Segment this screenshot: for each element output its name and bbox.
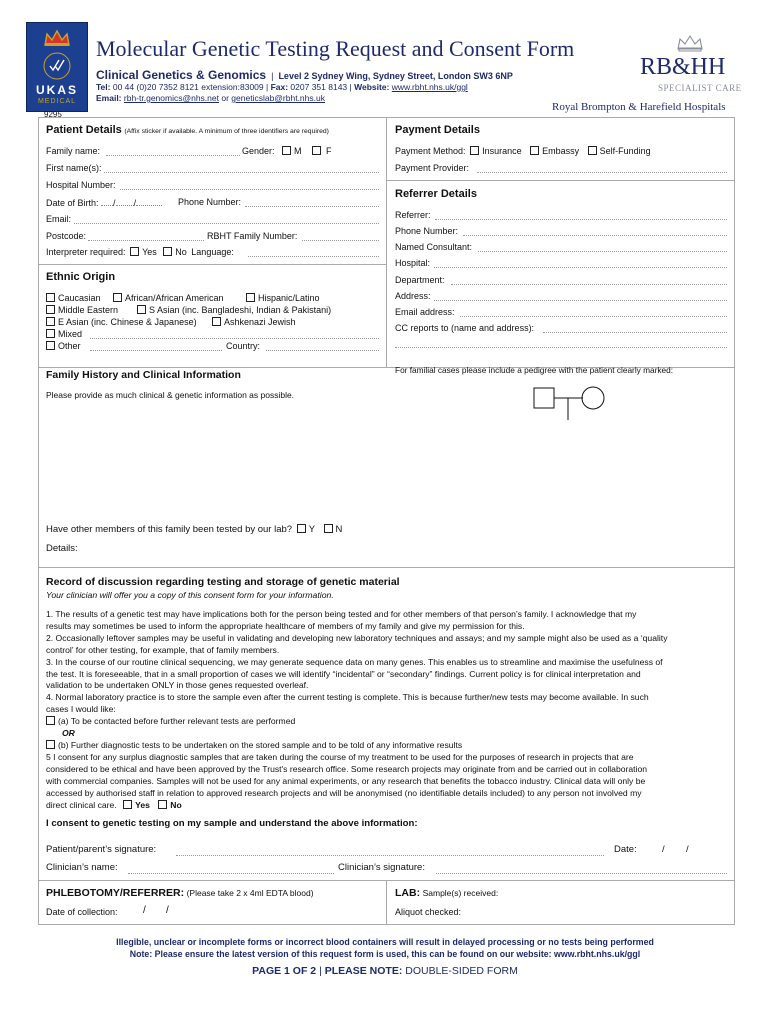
- details-label: Details:: [46, 543, 78, 554]
- language-field[interactable]: [248, 256, 379, 257]
- lab-title: LAB:: [395, 887, 421, 899]
- ethnic-mixed[interactable]: Mixed: [46, 329, 82, 339]
- ethnic-middle-eastern[interactable]: Middle Eastern: [46, 305, 118, 315]
- para-2a: 2. Occasionally leftover samples may be useful in validating and developing new laboratory techniques and assays; and my sample might also be used as a ‘quality: [46, 632, 668, 643]
- interpreter-yes-checkbox[interactable]: [130, 247, 139, 256]
- cc-reports-label: CC reports to (name and address):: [395, 323, 535, 333]
- mixed-field[interactable]: [90, 338, 379, 339]
- para-5e-row: direct clinical care. Yes No: [46, 799, 182, 810]
- patient-email-field[interactable]: [74, 223, 379, 224]
- ethnic-other[interactable]: Other: [46, 341, 81, 351]
- country-label: Country:: [226, 341, 261, 351]
- para-3b: the test. It is foreseeable, that in a small proportion of cases we will identify “incidental” or “secondary” findings. Current policy is for clinical interpretation and: [46, 668, 641, 679]
- para-3a: 3. In the course of our routine clinical sequencing, we may generate sequence data on many genes. This enables us to streamline and maximise the usefulness of: [46, 656, 663, 667]
- tested-no-checkbox[interactable]: [324, 524, 333, 533]
- website-label: Website:: [354, 82, 390, 92]
- contact-line: Tel: 00 44 (0)20 7352 8121 extension:83009 | Fax: 0207 351 8143 | Website: www.rbht.nhs.uk/ggl: [96, 82, 468, 92]
- phlebotomy-title: PHLEBOTOMY/REFERRER:: [46, 887, 185, 899]
- phlebotomy-note: (Please take 2 x 4ml EDTA blood): [186, 888, 314, 898]
- clinician-name-field[interactable]: [128, 873, 334, 874]
- email-link-2[interactable]: geneticslab@rbht.nhs.uk: [231, 93, 325, 103]
- s-asian-checkbox[interactable]: [137, 305, 146, 314]
- ethnic-origin-title: Ethnic Origin: [46, 271, 116, 283]
- pedigree-note: For familial cases please include a pedigree with the patient clearly marked:: [395, 365, 674, 375]
- postcode-field[interactable]: [88, 240, 204, 241]
- details-field[interactable]: [90, 541, 720, 557]
- gender-f-checkbox[interactable]: [312, 146, 321, 155]
- email-label: Email:: [96, 93, 122, 103]
- date-slash-1[interactable]: /: [662, 844, 665, 855]
- rbhh-crown-icon: [676, 34, 704, 54]
- mixed-checkbox[interactable]: [46, 329, 55, 338]
- date-slash-2[interactable]: /: [686, 844, 689, 855]
- clinician-name-label: Clinician’s name:: [46, 862, 118, 873]
- research-yes-checkbox[interactable]: [123, 800, 132, 809]
- record-title: Record of discussion regarding testing and storage of genetic material: [46, 576, 400, 588]
- patient-note: (Affix sticker if available. A minimum of three identifiers are required): [124, 128, 329, 135]
- referrer-field[interactable]: [435, 219, 727, 220]
- para-1b: results may sometimes be used to inform the appropriate healthcare of members of my family and give my permission for this.: [46, 620, 525, 631]
- lab-title-row: [395, 887, 498, 899]
- tel-label: Tel:: [96, 82, 111, 92]
- ukas-logo: [26, 22, 88, 112]
- ukas-tick-icon: [39, 51, 75, 81]
- ethnic-caucasian[interactable]: Caucasian: [46, 293, 101, 303]
- website-link[interactable]: www.rbht.nhs.uk/ggl: [391, 82, 468, 92]
- clinician-signature-field[interactable]: [436, 873, 727, 874]
- referrer-hospital-field[interactable]: [434, 267, 727, 268]
- self-funding-checkbox[interactable]: [588, 146, 597, 155]
- collection-date-slash-2[interactable]: /: [166, 905, 169, 916]
- referrer-phone-field[interactable]: [463, 235, 727, 236]
- other-checkbox[interactable]: [46, 341, 55, 350]
- gender-label: Gender:: [242, 146, 275, 156]
- email-label: Email:: [46, 214, 72, 224]
- rbhh-logo-text: RB&HH: [640, 54, 726, 80]
- para-3c: validation to be undertaken ONLY in those genes requested overleaf.: [46, 680, 309, 691]
- dept-name: Clinical Genetics & Genomics: [96, 68, 267, 82]
- record-paragraphs: [46, 609, 732, 811]
- dob-month[interactable]: [116, 197, 134, 206]
- hospital-number-label: Hospital Number:: [46, 180, 116, 190]
- option-b-checkbox[interactable]: [46, 740, 55, 749]
- please-note: PLEASE NOTE:: [324, 965, 403, 977]
- ukas-sub: MEDICAL: [37, 98, 77, 105]
- other-field[interactable]: [90, 350, 222, 351]
- phlebotomy-title-row: [46, 887, 314, 899]
- record-subtitle: Your clinician will offer you a copy of this consent form for your information.: [46, 590, 334, 600]
- rbht-family-label: RBHT Family Number:: [207, 231, 298, 241]
- patient-signature-label: Patient/parent’s signature:: [46, 844, 157, 855]
- payment-provider-label: Payment Provider:: [395, 163, 470, 173]
- african-checkbox[interactable]: [113, 293, 122, 302]
- interpreter-row: Interpreter required: Yes No Language:: [46, 247, 234, 257]
- crown-icon: [43, 29, 71, 47]
- referrer-details-title: Referrer Details: [395, 188, 477, 200]
- tel-value: 00 44 (0)20 7352 8121 extension:83009: [112, 82, 264, 92]
- fax-label: Fax:: [270, 82, 289, 92]
- payment-method-row: Payment Method: Insurance Embassy Self-Funding: [395, 146, 651, 156]
- gender-m-checkbox[interactable]: [282, 146, 291, 155]
- email-or: or: [221, 93, 229, 103]
- ethnic-s-asian[interactable]: S Asian (inc. Bangladeshi, Indian & Pakistani): [137, 305, 331, 315]
- phone-label: Phone Number:: [178, 197, 242, 207]
- date-label: Date:: [614, 844, 637, 855]
- family-name-label: Family name:: [46, 146, 101, 156]
- fax-value: 0207 351 8143: [290, 82, 348, 92]
- research-no-checkbox[interactable]: [158, 800, 167, 809]
- hospital-name: Royal Brompton & Harefield Hospitals: [552, 101, 726, 113]
- family-history-textarea[interactable]: [44, 402, 724, 520]
- department-label: Department:: [395, 275, 445, 285]
- email-line: [96, 93, 325, 103]
- insurance-checkbox[interactable]: [470, 146, 479, 155]
- consent-statement: I consent to genetic testing on my sample and understand the above information:: [46, 818, 418, 829]
- email-link-1[interactable]: rbh-tr.genomics@nhs.net: [123, 93, 219, 103]
- middle-eastern-checkbox[interactable]: [46, 305, 55, 314]
- cc-reports-field[interactable]: [543, 332, 727, 333]
- dept-line: Clinical Genetics & Genomics | Level 2 Sydney Wing, Sydney Street, London SW3 6NP: [96, 68, 513, 82]
- page-title: Molecular Genetic Testing Request and Consent Form: [96, 36, 575, 61]
- option-a-checkbox[interactable]: [46, 716, 55, 725]
- page-number: PAGE 1 OF 2: [252, 965, 317, 977]
- collection-date-slash-1[interactable]: /: [143, 905, 146, 916]
- hispanic-checkbox[interactable]: [246, 293, 255, 302]
- patient-signature-field[interactable]: [176, 855, 604, 856]
- para-5b: considered to be ethical and have been approved by the Trust's research office. Some research projects may originate from and be carried out in collaboration: [46, 763, 647, 774]
- interpreter-no-checkbox[interactable]: [163, 247, 172, 256]
- para-2b: control’ for other testing, for example, that of family members.: [46, 644, 280, 655]
- para-5a: 5 I consent for any surplus diagnostic samples that are taken during the course of my treatment to be used for the purposes of research in projects that are: [46, 751, 634, 762]
- pedigree-icon: [531, 382, 611, 424]
- referrer-label: Referrer:: [395, 210, 431, 220]
- ethnic-e-asian[interactable]: E Asian (inc. Chinese & Japanese): [46, 317, 197, 327]
- hospital-number-field[interactable]: [120, 189, 379, 190]
- ethnic-hispanic[interactable]: Hispanic/Latino: [246, 293, 320, 303]
- clinician-signature-label: Clinician’s signature:: [338, 862, 425, 873]
- ashkenazi-checkbox[interactable]: [212, 317, 221, 326]
- para-4b: cases I would like:: [46, 704, 116, 715]
- lab-note: Sample(s) received:: [422, 888, 499, 898]
- dept-address: Level 2 Sydney Wing, Sydney Street, London SW3 6NP: [278, 71, 513, 81]
- ukas-text: UKAS: [35, 83, 78, 97]
- embassy-checkbox[interactable]: [530, 146, 539, 155]
- caucasian-checkbox[interactable]: [46, 293, 55, 302]
- or-label: OR: [62, 728, 75, 739]
- para-5d: accessed by authorised staff in relation to approved research projects and will be anonymised (no identifiable details included) to any person not involved my: [46, 787, 642, 798]
- footer-sep: |: [319, 965, 322, 977]
- double-sided: DOUBLE-SIDED FORM: [405, 965, 518, 977]
- first-names-label: First name(s):: [46, 163, 102, 173]
- footer-note: Note: Please ensure the latest version of this request form is used, this can be found on our website: www.rbht.nhs.uk/ggl: [129, 949, 641, 959]
- collection-date-label: Date of collection:: [46, 907, 118, 917]
- referrer-phone-label: Phone Number:: [395, 226, 459, 236]
- first-names-field[interactable]: [104, 172, 379, 173]
- cc-reports-field-2[interactable]: [395, 347, 727, 348]
- phone-field[interactable]: [245, 206, 379, 207]
- rbht-family-field[interactable]: [302, 240, 379, 241]
- para-4a: 4. Normal laboratory practice is to store the sample even after the current testing is complete. This is because further/new tests may become available. In such: [46, 692, 649, 703]
- footer-page: [0, 965, 770, 977]
- family-history-title: Family History and Clinical Information: [46, 369, 241, 381]
- dob-year[interactable]: [136, 197, 162, 206]
- rbhh-logo-sub: SPECIALIST CARE: [658, 83, 742, 93]
- dob-label: Date of Birth: / /: [46, 197, 162, 208]
- ethnic-ashkenazi[interactable]: Ashkenazi Jewish: [212, 317, 296, 327]
- country-field[interactable]: [266, 350, 379, 351]
- option-b[interactable]: (b) Further diagnostic tests to be undertaken on the stored sample and to be told of any informative results: [46, 740, 732, 752]
- tested-question-row: Have other members of this family been tested by our lab? Y N: [46, 524, 343, 535]
- address-field[interactable]: [434, 300, 727, 301]
- aliquot-label: Aliquot checked:: [395, 907, 462, 917]
- postcode-label: Postcode:: [46, 231, 87, 241]
- family-name-field[interactable]: [106, 155, 240, 156]
- named-consultant-field[interactable]: [478, 251, 727, 252]
- referrer-email-field[interactable]: [460, 316, 727, 317]
- tested-yes-checkbox[interactable]: [297, 524, 306, 533]
- named-consultant-label: Named Consultant:: [395, 242, 473, 252]
- payment-details-title: Payment Details: [395, 124, 480, 136]
- family-history-prompt: Please provide as much clinical & genetic information as possible.: [46, 390, 295, 400]
- patient-details-title: Patient Details (Affix sticker if available. A minimum of three identifiers are required): [46, 124, 329, 136]
- referrer-hospital-label: Hospital:: [395, 258, 431, 268]
- ukas-number: 9295: [44, 110, 62, 119]
- option-a[interactable]: (a) To be contacted before further relevant tests are performed: [46, 716, 732, 728]
- e-asian-checkbox[interactable]: [46, 317, 55, 326]
- payment-provider-field[interactable]: [477, 172, 727, 173]
- gender-m[interactable]: M: [282, 146, 302, 156]
- footer-warning: Illegible, unclear or incomplete forms or incorrect blood containers will result in delayed processing or no tests being performed: [116, 937, 654, 947]
- ethnic-african[interactable]: African/African American: [113, 293, 224, 303]
- gender-f[interactable]: F: [312, 146, 332, 156]
- address-label: Address:: [395, 291, 431, 301]
- dob-day[interactable]: [101, 197, 113, 206]
- para-1a: 1. The results of a genetic test may have implications both for the person being tested and for other members of that person’s family. I acknowledge that my: [46, 609, 637, 619]
- department-field[interactable]: [451, 284, 727, 285]
- para-5c: with commercial companies. Samples will not be used for any animal experiments, or any research that benefits the tobacco industry. Clinical data will only be: [46, 775, 646, 786]
- referrer-email-label: Email address:: [395, 307, 455, 317]
